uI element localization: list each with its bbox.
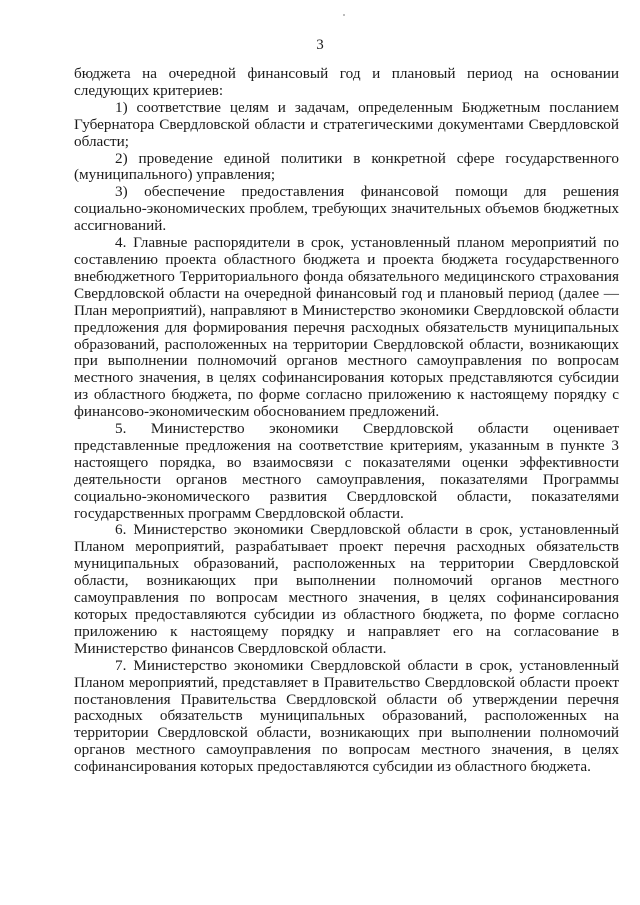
clause-6: 6. Министерство экономики Свердловской области в срок, установленный Планом мероприятий, разрабатывает проект перечня расходных обязательств муниципальных образований, расположенных на территории Свердловской области, возникающих при выполнении полномочий органов местного самоуправления по вопросам местного значения, в целях софинансирования которых предоставляются субсидии из областного бюджета, по форме согласно приложению к настоящему порядку и направляет его на согласование в Министерство финансов Свердловской области. <box>74 521 619 657</box>
criterion-3: 3) обеспечение предоставления финансовой помощи для решения социально-экономических проблем, требующих значительных объемов бюджетных ассигнований. <box>74 183 619 235</box>
criterion-1: 1) соответствие целям и задачам, определенным Бюджетным посланием Губернатора Свердловской области и стратегическими документами Свердловской области; <box>74 98 619 150</box>
criterion-2: 2) проведение единой политики в конкретной сфере государственного (муниципального) управления; <box>74 149 619 184</box>
clause-4: 4. Главные распорядители в срок, установленный планом мероприятий по составлению проекта областного бюджета и проекта бюджета государственного внебюджетного Территориального фонда обязательного медицинского страхования Свердловской области на очередной финансовый год и плановый период (далее — План мероприятий), направляют в Министерство экономики Свердловской области предложения для формирования перечня расходных обязательств муниципальных образований, расположенных на территории Свердловской области, возникающих при выполнении полномочий органов местного самоуправления по вопросам местного значения, в целях софинансирования которых представляются субсидии из областного бюджета, по форме согласно приложению к настоящему порядку с финансово-экономическим обоснованием предложений. <box>74 234 619 421</box>
paragraph-continuation: бюджета на очередной финансовый год и плановый период на основании следующих критериев: <box>74 65 619 99</box>
page-number: 3 <box>316 37 324 53</box>
clause-7: 7. Министерство экономики Свердловской области в срок, установленный Планом мероприятий, представляет в Правительство Свердловской области проект постановления Правительства Свердловской области об утверждении перечня расходных обязательств муниципальных образований, расположенных на территории Свердловской области, возникающих при выполнении полномочий органов местного самоуправления по вопросам местного значения, в целях софинансирования которых предоставляются субсидии из областного бюджета. <box>74 656 619 776</box>
scan-dot-mark <box>343 14 345 16</box>
clause-5: 5. Министерство экономики Свердловской области оценивает представленные предложения на соответствие критериям, указанным в пункте 3 настоящего порядка, во взаимосвязи с показателями оценки эффективности деятельности органов местного самоуправления, показателями Программы социально-экономического развития Свердловской области, показателями государственных программ Свердловской области. <box>74 420 619 522</box>
document-body <box>74 66 619 776</box>
